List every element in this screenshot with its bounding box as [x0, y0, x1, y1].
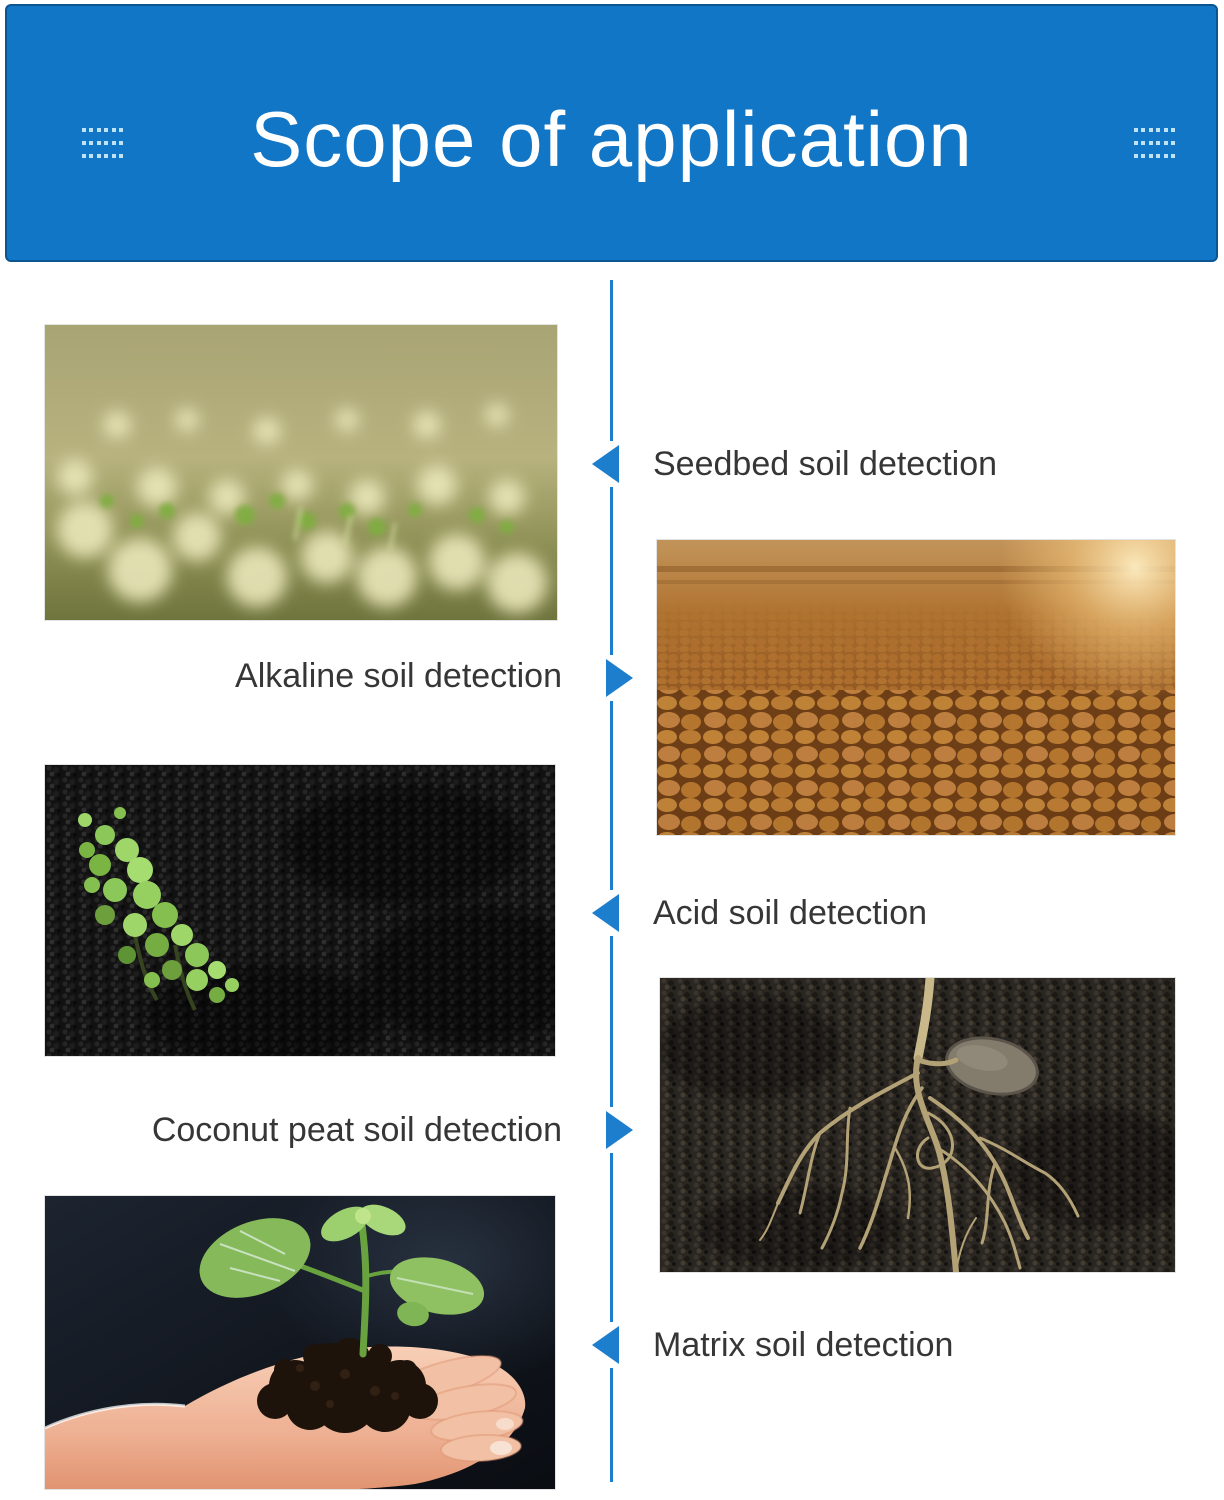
label-seedbed: Seedbed soil detection: [653, 445, 998, 483]
arrow-left-icon: [592, 1326, 619, 1364]
arrow-right-icon: [606, 659, 633, 697]
photo-black-soil-sprouts: [45, 765, 555, 1056]
black-soil-illustration: [45, 765, 555, 1056]
photo-seed-roots-soil: [660, 978, 1175, 1272]
label-alkaline: Alkaline soil detection: [235, 657, 562, 695]
arrow-left-icon: [592, 894, 619, 932]
label-matrix: Matrix soil detection: [653, 1326, 954, 1364]
label-acid: Acid soil detection: [653, 894, 928, 932]
seedling-bed-illustration: [45, 325, 557, 620]
cracked-soil-illustration: [657, 540, 1175, 835]
photo-seedbed-seedlings: [45, 325, 557, 620]
roots-illustration: [660, 978, 1175, 1272]
header-banner: [5, 4, 1218, 262]
page-title: Scope of application: [250, 95, 973, 183]
photo-hand-holding-seedling: [45, 1196, 555, 1489]
label-coconut-peat: Coconut peat soil detection: [151, 1111, 562, 1149]
photo-cracked-dry-soil: [657, 540, 1175, 835]
arrow-left-icon: [592, 445, 619, 483]
hand-seedling-illustration: [45, 1196, 555, 1489]
arrow-right-icon: [606, 1111, 633, 1149]
